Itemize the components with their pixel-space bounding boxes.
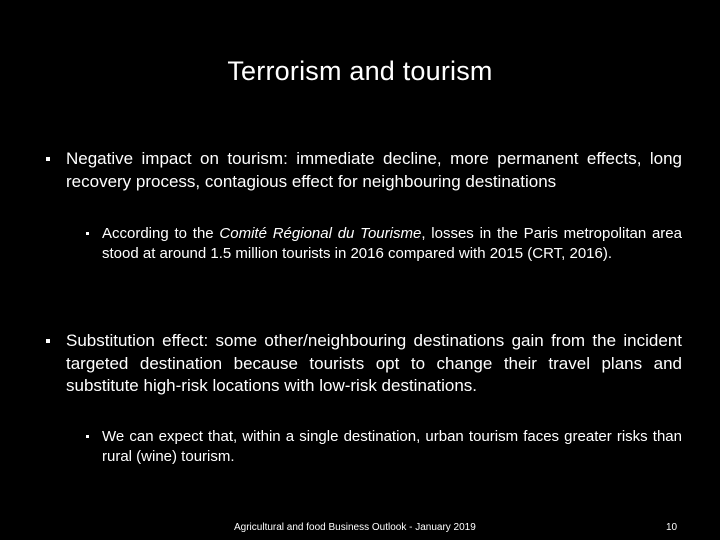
organization-name: Comité Régional du Tourisme	[219, 225, 422, 242]
square-bullet-icon	[46, 339, 50, 343]
sub-bullet-text: We can expect that, within a single destination, urban tourism faces greater risks than rural (wine) tourism.	[102, 428, 682, 465]
square-bullet-icon	[86, 232, 89, 235]
square-bullet-icon	[46, 157, 50, 161]
slide-title: Terrorism and tourism	[227, 56, 493, 86]
bullet-item	[66, 330, 682, 398]
sub-bullet-item	[102, 427, 682, 467]
sub-bullet-item	[102, 224, 682, 264]
bullet-item	[66, 148, 682, 193]
bullet-text: Negative impact on tourism: immediate decline, more permanent effects, long recovery process, contagious effect for neighbouring destinations	[66, 149, 682, 191]
page-number: 10	[666, 522, 678, 533]
square-bullet-icon	[86, 435, 89, 438]
sub-bullet-suffix: , losses in the Paris metropolitan area stood at around 1.5 million tourists in 2016 compared with 2015 (CRT, 2016).	[102, 225, 682, 262]
bullet-text: Substitution effect: some other/neighbouring destinations gain from the incident targeted destination because tourists opt to change their travel plans and substitute high-risk locations with low-risk destinations.	[66, 331, 682, 395]
sub-bullet-prefix: According to the	[102, 225, 220, 242]
sub-bullet-text	[102, 224, 682, 264]
footer-text: Agricultural and food Business Outlook - January 2019	[234, 522, 476, 533]
